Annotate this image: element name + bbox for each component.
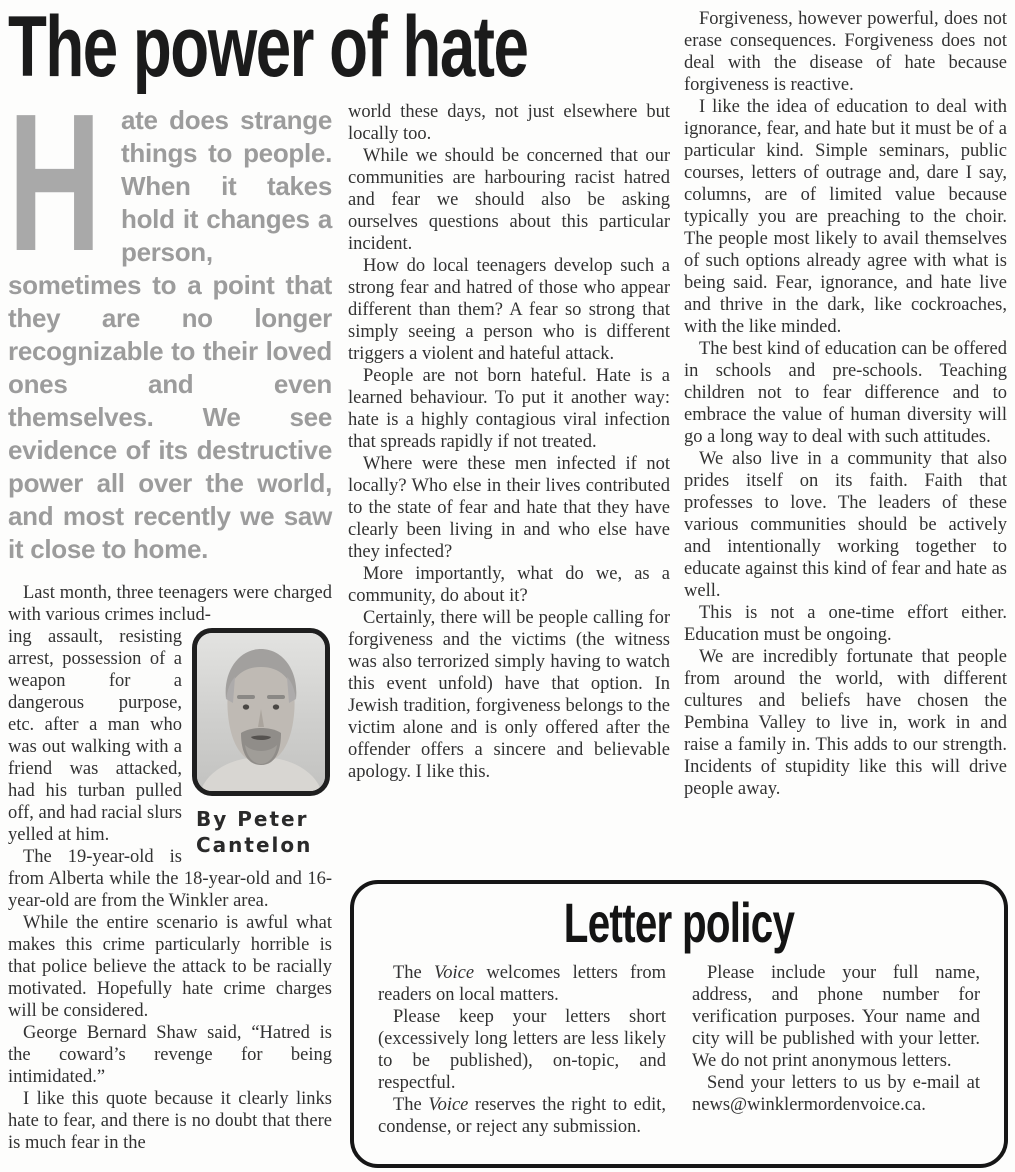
- paragraph: The Voice welcomes letters from readers on local matters.: [378, 963, 667, 1005]
- paragraph: How do local teenagers develop such a strong fear and hatred of those who appear different than them? A fear so strong that simply seeing a person who is different triggers a violent and hateful attack.: [348, 256, 670, 364]
- paragraph: world these days, not just elsewhere but locally too.: [348, 102, 670, 144]
- paragraph: More importantly, what do we, as a community, do about it?: [348, 564, 670, 606]
- intro-paragraph: [8, 73, 332, 566]
- paragraph: The Voice reserves the right to edit, condense, or reject any submission.: [378, 1095, 666, 1137]
- paragraph: We are incredibly fortunate that people from around the world, with different cultures and beliefs have chosen the Pembina Valley to live in, work in and raise a family in. This adds to our strength. Incidents of stupidity like this will drive people away.: [684, 647, 1007, 799]
- column-2-paragraphs: [348, 145, 670, 783]
- column-3-paragraphs: [684, 8, 1007, 800]
- paragraph: People are not born hateful. Hate is a learned behaviour. To put it another way: hate is a highly contagious viral infection that spreads rapidly if not treated.: [348, 366, 670, 452]
- paragraph: The best kind of education can be offered in schools and pre-schools. Teaching children not to fear difference and to embrace the value of human diversity will go a long way to deal with such attitudes.: [684, 339, 1007, 447]
- paragraph: Certainly, there will be people calling for forgiveness and the victims (the witness was also terrorized simply having to watch this event unfold) have that option. In Jewish tradition, forgiveness belongs to the victim alone and is only offered after the offender offers a sincere and believable apology. I like this.: [348, 608, 670, 782]
- article-headline: The power of hate: [8, 0, 528, 95]
- paragraph: While we should be concerned that our communities are harbouring racist hatred and fear we should also be asking ourselves questions about this particular incident.: [348, 146, 670, 254]
- article-column-1: [8, 73, 332, 1154]
- paragraph: We also live in a community that also prides itself on its faith. Faith that professes to love. The leaders of these various communities should be actively and intentionally working together to educate against this kind of fear and hate as well.: [684, 449, 1007, 601]
- portrait-illustration: [197, 633, 325, 791]
- letter-policy-box: [350, 880, 1008, 1168]
- paragraph: Please keep your letters short (excessively long letters are less likely to be published), on-topic, and respectful.: [378, 1007, 666, 1093]
- paragraph: Send your letters to us by e-mail at news@winklermordenvoice.ca.: [692, 1073, 980, 1115]
- paragraph: This is not a one-time effort either. Education must be ongoing.: [684, 603, 1007, 645]
- letter-policy-columns: [378, 962, 980, 1138]
- paragraph: Last month, three teenagers were charged with various crimes includ-: [8, 583, 332, 625]
- letter-policy-right-column: [692, 962, 980, 1138]
- photo-wrap-zone: [8, 626, 332, 1154]
- author-photo: [192, 628, 330, 796]
- drop-cap: H: [8, 73, 102, 292]
- paragraph: Where were these men infected if not locally? Who else in their lives contributed to the state of fear and hate that they have clearly been living in and who else have they infected?: [348, 454, 670, 562]
- article-column-2: [348, 101, 670, 783]
- intro-text: ate does strange things to people. When it takes hold it changes a person, sometimes to a point that they are no longer recognizable to their loved ones and even themselves. We see evidence of its destructive power all over the world, and most recently we saw it close to home.: [8, 105, 332, 564]
- letter-policy-title: Letter policy: [563, 891, 795, 954]
- letter-policy-left-column: [378, 962, 666, 1138]
- paragraph: The 19-year-old is from Alberta while the 18-year-old and 16-year-old are from the Winkler area.: [8, 847, 332, 911]
- column-1-paragraphs: [8, 846, 332, 1154]
- author-photo-block: [192, 628, 332, 858]
- paragraph: George Bernard Shaw said, “Hatred is the coward’s revenge for being intimidated.”: [8, 1023, 332, 1087]
- paragraph: I like the idea of education to deal with ignorance, fear, and hate but it must be of a particular kind. Simple seminars, public courses, letters of outrage and, dare I say, columns, are of limited value because typically you are preaching to the choir. The people most likely to avail themselves of such options already agree with what is being said. Fear, ignorance, and hate live and thrive in the dark, like cockroaches, with the like minded.: [684, 97, 1007, 337]
- paragraph: Forgiveness, however powerful, does not erase consequences. Forgiveness does not deal with the disease of hate because forgiveness is reactive.: [684, 9, 1007, 95]
- paragraph: While the entire scenario is awful what makes this crime particularly horrible is that police believe the attack to be racially motivated. Hopefully hate crime charges will be considered.: [8, 913, 332, 1021]
- article-column-3: [684, 8, 1007, 800]
- paragraph: ing assault, resisting arrest, possession of a weapon for a dangerous purpose, etc. after a man who was out walking with a friend was attacked, had his turban pulled off, and had racial slurs yelled at him.: [8, 627, 182, 845]
- paragraph: I like this quote because it clearly links hate to fear, and there is no doubt that there is much fear in the: [8, 1089, 332, 1153]
- byline: By Peter Cantelon: [196, 807, 313, 857]
- paragraph: Please include your full name, address, and phone number for verification purposes. Your name and city will be published with your letter. We do not print anonymous letters.: [692, 963, 980, 1071]
